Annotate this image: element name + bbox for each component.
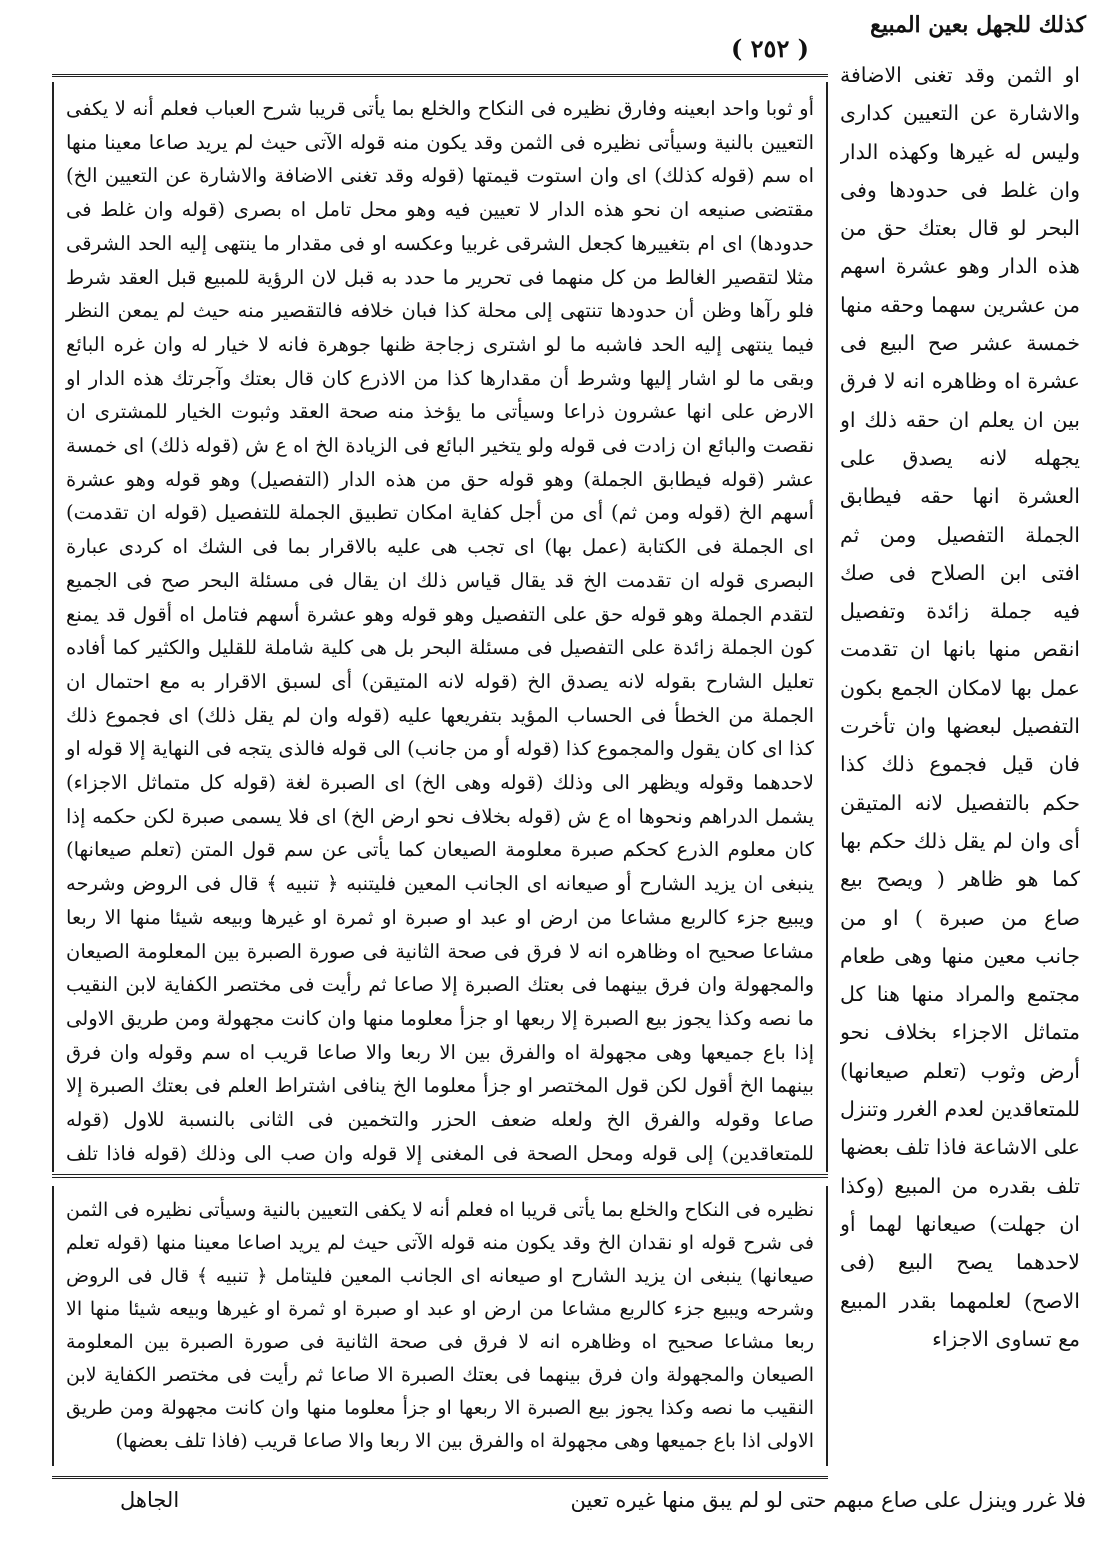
separator-rule xyxy=(52,1174,828,1178)
top-rule xyxy=(52,74,828,77)
commentary-text: أو ثوبا واحد ابعينه وفارق نظيره فى النكاح والخلع بما يأتى قريبا شرح العباب فعلم أنه لا يكفى التعيين بالنية وسيأتى نظيره فى الثمن وقد يكون منه قوله الآتى حيث لم يريد صاعا معينا منها اه سم (قوله كذلك) اى وان استوت قيمتها (قوله وقد تغنى الاضافة والاشارة عن التعيين الخ) مقتضى صنيعه ان نحو هذه الدار لا تعيين فيه وهو محل تامل اه بصرى (قوله وان غلط فى حدودها) اى ام بتغييرها كجعل الشرقى غربيا وعكسه او فى مقدار ما ينتهى إليه الحد الشرقى مثلا لتقصير الغالط من كل منهما فى تحرير ما حدد به قبل لان الرؤية للمبيع قبل العقد شرط فلو رآها وظن أن حدودها تنتهى إلى محلة كذا فبان خلافه فالتقصير منه حيث لم يمعن النظر فيما ينتهى إليه الحد فاشبه ما لو اشترى زجاجة ظنها جوهرة فانه لا خيار له وان غره البائع وبقى ما لو اشار إليها وشرط أن مقدارها كذا من الاذرع كان قال بعتك وآجرتك هذه الدار او الارض على انها عشرون ذراعا وسيأتى ما يؤخذ منه صحة العقد وثبوت الخيار للمشترى ان نقصت والبائع ان زادت فى قوله ولو يتخير البائع فى الزيادة الخ اه ع ش (قوله ذلك) اى خمسة عشر (قوله فيطابق الجملة) وهو قوله حق من هذه الدار (التفصيل) وهو قوله وهو عشرة أسهم الخ (قوله ومن ثم) أى من أجل كفاية امكان تطبيق الجملة للتفصيل (قوله ان تقدمت) اى الجملة فى الكتابة (عمل بها) اى تجب هى عليه بالاقرار بما فى الشك اه كردى عبارة البصرى قوله ان تقدمت الخ قد يقال قياس ذلك ان يقال فى مسئلة البحر صح فى الجميع لتقدم الجملة وهو قوله حق على التفصيل وهو قوله وهو عشرة أسهم فتامل اه أقول قد يمنع كون الجملة زائدة على التفصيل فى مسئلة البحر بل هى كلية شاملة للقليل والكثير كما أفاده تعليل الشارح بقوله لانه يصدق الخ (قوله لانه المتيقن) أى لسبق الاقرار به مع احتمال ان الجملة من الخطأ فى الحساب المؤيد بتفريعها عليه (قوله وان لم يقل ذلك) اى فجموع ذلك كذا اى كان يقول والمجموع كذا (قوله أو من جانب) الى قوله فالذى يتجه فى النهاية إلا قوله او لاحدهما وقوله ويظهر الى وذلك (قوله وهى الخ) اى الصبرة لغة (قوله كل متماثل الاجزاء) يشمل الدراهم ونحوها اه ع ش (قوله بخلاف نحو ارض الخ) اى فلا يسمى صبرة لكن حكمه إذا كان معلوم الذرع كحكم صبرة معلومة الصيعان كما يأتى عن سم قول المتن (تعلم صيعانها) ينبغى ان يزيد الشارح أو صيعانه اى الجانب المعين فليتنبه ﴿ تنبيه ﴾ قال فى الروض وشرحه ويبيع جزء كالربع مشاعا من ارض او عبد او صبرة او ثمرة او غيرها وبيعه شيئا منها الا ربعا مشاعا صحيح اه وظاهره انه لا فرق فى صحة الثانية فى صورة الصبرة بين المعلومة الصيعان والمجهولة وان فرق بينهما فى بعتك الصبرة إلا صاعا ثم رأيت فى مختصر الكفاية لابن النقيب ما نصه وكذا يجوز بيع الصبرة إلا ربعها او جزأ معلوما منها وان كانت مجهولة ومن طريق الاولى إذا باع جميعها وهى مجهولة اه والفرق بين الا ربعا والا صاعا قريب اه سم وقوله وان فرق بينهما الخ أقول لكن قول المختصر او جزأ معلوما الخ ينافى اشتراط العلم فى بعتك الصبرة إلا صاعا وقوله والفرق الخ ولعله ضعف الحزر والتخمين فى الثانى بالنسبة للاول (قوله للمتعاقدين) إلى قوله ومحل الصحة فى المغنى إلا قوله وان صب الى وذلك (قوله فاذا تلف xyxy=(66,97,814,1165)
bottom-rule xyxy=(52,1476,828,1479)
secondary-commentary-text: نظيره فى النكاح والخلع بما يأتى قريبا اه فعلم أنه لا يكفى التعيين بالنية وسيأتى نظيره فى الثمن فى شرح قوله او نقدان الخ وقد يكون منه قوله الآتى حيث لم يريد اصاعا معينا منها (قوله تعلم صيعانها) ينبغى ان يزيد الشارح او صيعانه اى الجانب المعين فليتامل ﴿ تنبيه ﴾ قال فى الروض وشرحه ويبيع جزء كالربع مشاعا من ارض او عبد او صبرة او ثمرة او غيرها وبيعه شيئا منها الا ربعا مشاعا صحيح اه وظاهره انه لا فرق فى صحة الثانية فى صورة الصبرة بين المعلومة الصيعان والمجهولة وان فرق بينهما فى بعتك الصبرة الا صاعا ثم رأيت فى مختصر الكفاية لابن النقيب ما نصه وكذا يجوز بيع الصبرة الا ربعها او جزأ معلوما منها وان كانت مجهولة ومن طريق الاولى اذا باع جميعها وهى مجهولة اه والفرق بين الا ربعا والا صاعا قريب (فاذا تلف بعضها) xyxy=(66,1199,814,1452)
secondary-commentary-frame xyxy=(52,1186,828,1466)
bottom-text-line: فلا غرر وينزل على صاع مبهم حتى لو لم يبق منها غيره تعين xyxy=(570,1488,1086,1512)
running-header: كذلك للجهل بعين المبيع xyxy=(870,12,1086,38)
commentary-frame xyxy=(52,82,828,1172)
margin-main-text: او الثمن وقد تغنى الاضافة والاشارة عن التعيين كدارى وليس له غيرها وكهذه الدار وان غلط فى حدودها وفى البحر لو قال بعتك حق من هذه الدار وهو عشرة اسهم من عشرين سهما وحقه منها خمسة عشر صح البيع فى عشرة اه وظاهره انه لا فرق بين ان يعلم ان حقه ذلك او يجهله لانه يصدق على العشرة انها حقه فيطابق الجملة التفصيل ومن ثم افتى ابن الصلاح فى صك فيه جملة زائدة وتفصيل انقص منها بانها ان تقدمت عمل بها لامكان الجمع بكون التفصيل لبعضها وان تأخرت فان قيل فجموع ذلك كذا حكم بالتفصيل لانه المتيقن أى وان لم يقل ذلك حكم بها كما هو ظاهر ( ويصح بيع صاع من صبرة ) او من جانب معين منها وهى طعام مجتمع والمراد منها هنا كل متماثل الاجزاء بخلاف نحو أرض وثوب (تعلم صيعانها) للمتعاقدين لعدم الغرر وتنزل على الاشاعة فاذا تلف بعضها تلف بقدره من المبيع (وكذا ان جهلت) صيعانها لهما أو لاحدهما يصح البيع (فى الاصح) لعلمهما بقدر المبيع مع تساوى الاجزاء xyxy=(840,63,1080,1351)
catchword: الجاهل xyxy=(120,1488,180,1512)
page-number: ( ٢٥٢ ) xyxy=(730,34,810,63)
